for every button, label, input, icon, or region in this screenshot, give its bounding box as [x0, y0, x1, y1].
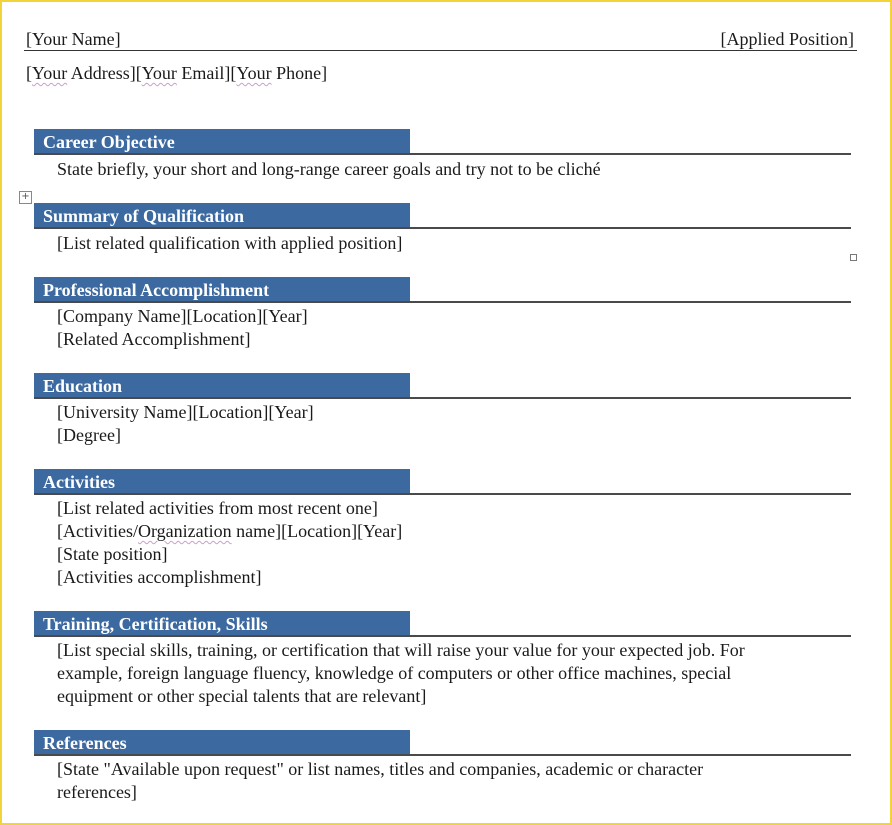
header-row [26, 28, 854, 50]
email-text: Your [141, 63, 177, 83]
section-rule [34, 227, 851, 229]
section-title: Summary of Qualification [34, 203, 410, 228]
section-body [57, 305, 847, 351]
text-line: [State position] [57, 544, 168, 564]
applied-position-field[interactable]: [Applied Position] [720, 29, 854, 49]
section-rule [34, 301, 851, 303]
section-references [34, 730, 851, 756]
text-segment: [Activities/ [57, 521, 138, 541]
name-field[interactable]: [Your Name] [26, 29, 121, 49]
section-professional [34, 277, 851, 303]
address-text: Your [32, 63, 68, 83]
contact-line [26, 62, 327, 84]
text-line: [Activities accomplishment] [57, 567, 262, 587]
text-line: [List related qualification with applied position] [57, 233, 403, 253]
section-rule [34, 397, 851, 399]
section-body [57, 401, 847, 447]
section-rule [34, 635, 851, 637]
section-title: Training, Certification, Skills [34, 611, 410, 636]
header-divider [24, 50, 857, 51]
section-title: Activities [34, 469, 410, 494]
text-line: [University Name][Location][Year] [57, 402, 314, 422]
resize-handle-icon[interactable] [850, 254, 857, 261]
text-line: [Company Name][Location][Year] [57, 306, 308, 326]
section-body [57, 758, 847, 804]
phone-text: Your [236, 63, 272, 83]
move-handle-icon[interactable]: + [19, 191, 32, 204]
section-training [34, 611, 851, 637]
section-body [57, 497, 847, 589]
section-body [57, 639, 847, 708]
spelling-flagged-word[interactable]: Organization [137, 521, 232, 541]
section-title: Professional Accomplishment [34, 277, 410, 302]
section-title: References [34, 730, 410, 755]
section-education [34, 373, 851, 399]
text-line: example, foreign language fluency, knowledge of computers or other office machines, special [57, 663, 732, 683]
section-body [57, 158, 847, 181]
text-line: [List related activities from most recent one] [57, 498, 378, 518]
section-career-objective [34, 129, 851, 155]
section-activities [34, 469, 851, 495]
section-title: Career Objective [34, 129, 410, 154]
section-summary [34, 203, 851, 229]
text-line: [Related Accomplishment] [57, 329, 251, 349]
text-line: references] [57, 782, 137, 802]
text-line: [State "Available upon request" or list names, titles and companies, academic or character [57, 759, 704, 779]
text-line: equipment or other special talents that are relevant] [57, 686, 427, 706]
text-line: State briefly, your short and long-range career goals and try not to be cliché [57, 159, 601, 179]
section-rule [34, 493, 851, 495]
section-body [57, 232, 847, 255]
text-line [57, 520, 847, 543]
section-rule [34, 754, 851, 756]
text-line: [List special skills, training, or certification that will raise your value for your expected job. For [57, 640, 745, 660]
section-rule [34, 153, 851, 155]
text-line: [Degree] [57, 425, 121, 445]
address-field[interactable]: [Your Address] [26, 63, 136, 83]
phone-field[interactable]: [Your Phone] [230, 63, 328, 83]
email-field[interactable]: [Your Email] [135, 63, 231, 83]
text-segment: name][Location][Year] [231, 521, 403, 541]
section-title: Education [34, 373, 410, 398]
